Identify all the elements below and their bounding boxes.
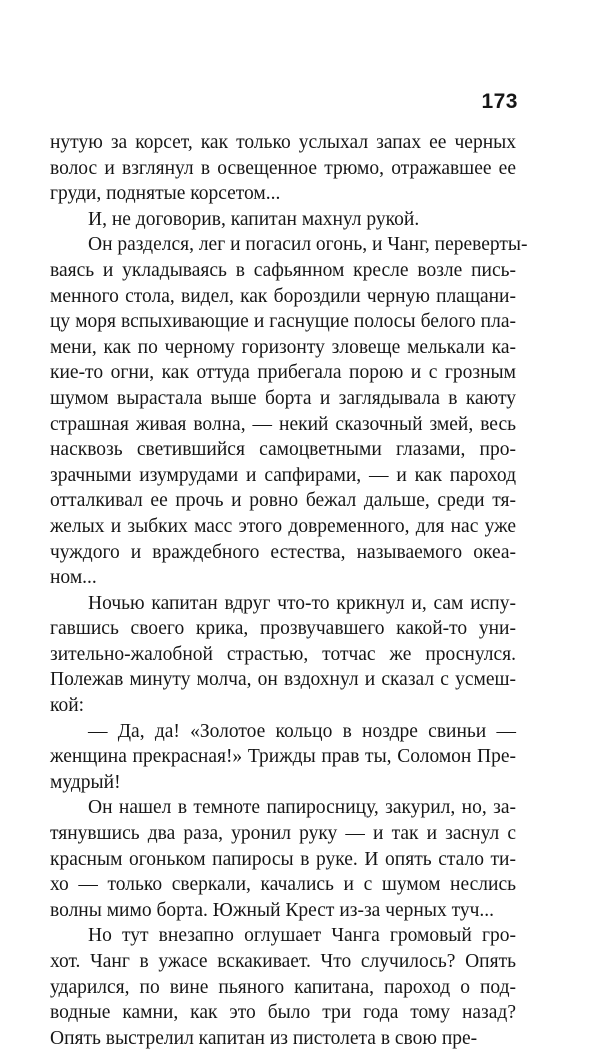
- text-line: красным огоньком папиросы в руке. И опять стало ти-: [50, 848, 516, 870]
- text-line: водные камни, как это было три года тому назад?: [50, 1002, 516, 1024]
- text-line: чуждого и враждебного естества, называемого океа-: [50, 541, 516, 563]
- text-line: И, не договорив, капитан махнул рукой.: [88, 208, 420, 230]
- text-line: кой:: [50, 695, 85, 717]
- body-text: [50, 130, 528, 1051]
- page-number: 173: [481, 90, 518, 113]
- paragraph: [50, 923, 516, 1051]
- text-line: ном...: [50, 567, 97, 589]
- text-line: насквозь светившийся самоцветными глазами, про-: [50, 439, 516, 461]
- text-line: зительно-жалобной страстью, тотчас же проснулся.: [50, 643, 516, 665]
- text-line: хо — только сверкали, качались и с шумом неслись: [50, 874, 516, 896]
- text-line: ударился, по вине пьяного капитана, пароход о под-: [50, 976, 516, 998]
- text-line: Полежав минуту молча, он вздохнул и сказал с усмеш-: [50, 669, 516, 691]
- text-line: Ночью капитан вдруг что-то крикнул и, сам испу-: [88, 592, 516, 614]
- paragraph: [50, 207, 516, 233]
- text-line: груди, поднятые корсетом...: [50, 183, 281, 205]
- text-line: ваясь и укладываясь в сафьянном кресле возле пись-: [50, 259, 516, 281]
- text-line: нутую за корсет, как только услыхал запах ее черных: [50, 132, 516, 153]
- text-line: тянувшись два раза, уронил руку — и так и заснул с: [50, 823, 516, 845]
- text-line: цу моря вспыхивающие и гаснущие полосы белого пла-: [50, 311, 516, 333]
- paragraph: [50, 591, 516, 719]
- text-line: хот. Чанг в ужасе вскакивает. Что случилось? Опять: [50, 951, 516, 972]
- text-line: мени, как по черному горизонту зловеще мелькали ка-: [50, 336, 516, 358]
- text-line: волны мимо борта. Южный Крест из-за черных туч...: [50, 899, 495, 921]
- paragraph: [50, 719, 516, 796]
- paragraph: [50, 795, 516, 923]
- text-line: мудрый!: [50, 771, 121, 793]
- text-line: — Да, да! «Золотое кольцо в ноздре свиньи —: [88, 720, 516, 742]
- text-line: Но тут внезапно оглушает Чанга громовый гро-: [88, 925, 516, 947]
- text-line: Опять выстрелил капитан из пистолета в свою пре-: [50, 1027, 478, 1049]
- text-line: зрачными изумрудами и сапфирами, — и как пароход: [50, 464, 516, 486]
- text-line: Он нашел в темноте папиросницу, закурил, но, за-: [88, 797, 516, 819]
- text-line: менного стола, видел, как бороздили черную плащани-: [50, 285, 516, 307]
- text-line: гавшись своего крика, прозвучавшего какой-то уни-: [50, 618, 516, 640]
- paragraph: [50, 130, 516, 207]
- text-line: Он разделся, лег и погасил огонь, и Чанг, переверты-: [88, 234, 528, 256]
- text-line: отталкивал ее прочь и ровно бежал дальше, среди тя-: [50, 490, 516, 512]
- text-line: кие-то огни, как оттуда прибегала порою и с грозным: [50, 362, 516, 384]
- text-line: страшная живая волна, — некий сказочный змей, весь: [50, 413, 516, 435]
- text-line: волос и взглянул в освещенное трюмо, отражавшее ее: [50, 157, 516, 179]
- text-line: женщина прекрасная!» Трижды прав ты, Соломон Пре-: [50, 746, 516, 768]
- text-line: шумом вырастала выше борта и заглядывала в каюту: [50, 387, 516, 409]
- text-line: желых и зыбких масс этого довременного, для нас уже: [50, 515, 516, 537]
- paragraph: [50, 232, 528, 590]
